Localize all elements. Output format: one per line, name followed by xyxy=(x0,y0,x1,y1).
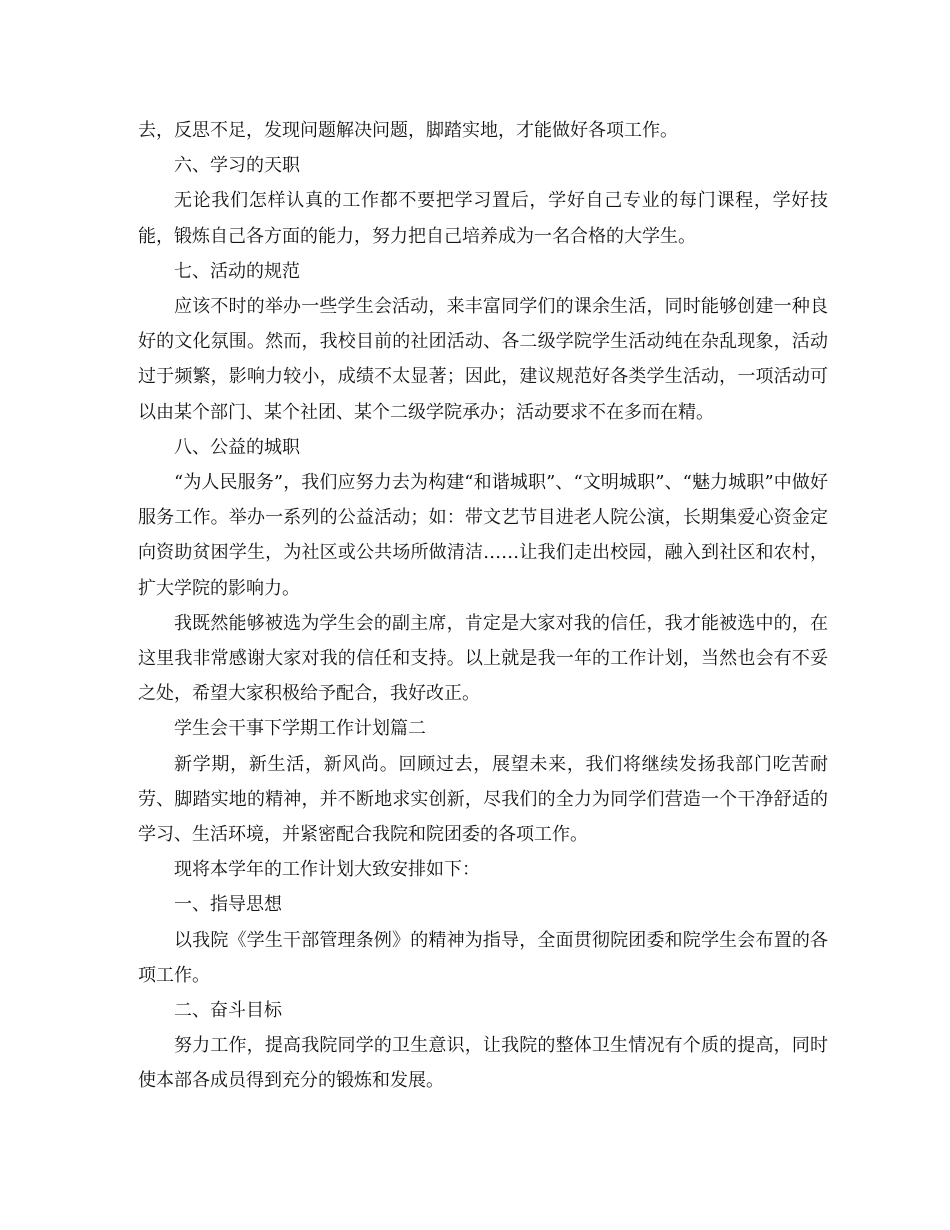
article-two-title: 学生会干事下学期工作计划篇二 xyxy=(174,718,426,740)
paragraph-activities: 应该不时的举办一些学生会活动，来丰富同学们的课余生活，同时能够创建一种良好的文化氛围。然而，我校目前的社团活动、各二级学院学生活动纯在杂乱现象，活动过于频繁，影响力较小，成绩不太显著；因此，建议规范好各类学生活动，一项活动可以由某个部门、某个社团、某个二级学院承办；活动要求不在多而在精。 xyxy=(138,296,828,423)
paragraph-guiding: 以我院《学生干部管理条例》的精神为指导，全面贯彻院团委和院学生会布置的各项工作。 xyxy=(138,929,828,986)
paragraph-new-semester: 新学期，新生活，新风尚。回顾过去，展望未来，我们将继续发扬我部门吃苦耐劳、脚踏实地的精神，并不断地求实创新，尽我们的全力为同学们营造一个干净舒适的学习、生活环境，并紧密配合我院和院团委的各项工作。 xyxy=(138,753,828,846)
section-heading-guiding: 一、指导思想 xyxy=(174,894,282,916)
document-body xyxy=(138,113,828,1099)
paragraph-public-welfare: “为人民服务”，我们应努力去为构建“和谐城职”、“文明城职”、“魅力城职”中做好服务工作。举办一系列的公益活动；如：带文艺节目进老人院公演，长期集爱心资金定向资助贫困学生，为社区或公共场所做清洁……让我们走出校园，融入到社区和农村，扩大学院的影响力。 xyxy=(138,472,828,599)
paragraph-plan-intro: 现将本学年的工作计划大致安排如下： xyxy=(174,859,480,881)
section-heading-goals: 二、奋斗目标 xyxy=(174,1000,282,1022)
section-heading-7: 七、活动的规范 xyxy=(174,260,300,282)
paragraph-goals: 努力工作，提高我院同学的卫生意识，让我院的整体卫生情况有个质的提高，同时使本部各成员得到充分的锻炼和发展。 xyxy=(138,1035,828,1092)
paragraph-closing: 我既然能够被选为学生会的副主席，肯定是大家对我的信任，我才能被选中的，在这里我非常感谢大家对我的信任和支持。以上就是我一年的工作计划，当然也会有不妥之处，希望大家积极给予配合，我好改正。 xyxy=(138,612,828,705)
section-heading-6: 六、学习的天职 xyxy=(174,155,300,177)
paragraph-continued: 去，反思不足，发现问题解决问题，脚踏实地，才能做好各项工作。 xyxy=(138,120,678,141)
paragraph-study: 无论我们怎样认真的工作都不要把学习置后，学好自己专业的每门课程，学好技能，锻炼自己各方面的能力，努力把自己培养成为一名合格的大学生。 xyxy=(138,190,828,247)
section-heading-8: 八、公益的城职 xyxy=(174,436,300,458)
